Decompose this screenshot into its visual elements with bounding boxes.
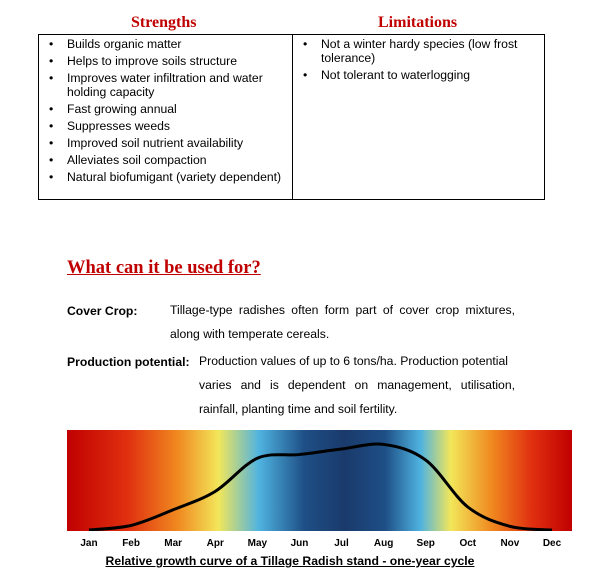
strength-item: • Suppresses weeds	[39, 119, 292, 133]
x-tick-label: Jun	[290, 538, 309, 549]
x-tick-label: Mar	[164, 538, 183, 549]
x-tick-label: Sep	[416, 538, 435, 549]
x-tick-label: Apr	[206, 538, 224, 549]
x-tick-label: Jul	[334, 538, 349, 549]
growth-chart	[67, 430, 572, 531]
strength-item: • Fast growing annual	[39, 102, 292, 116]
strengths-list	[39, 37, 292, 184]
strength-item: • Helps to improve soils structure	[39, 54, 292, 68]
production-text-rest: varies and is dependent on management, utilisation, rainfall, planting time and soil fertility.	[199, 378, 515, 416]
cover-crop-label: Cover Crop:	[67, 304, 138, 318]
strength-item: • Alleviates soil compaction	[39, 153, 292, 167]
cover-crop-text: Tillage-type radishes often form part of cover crop mixtures, along with temperate cereals.	[170, 303, 515, 341]
strengths-limitations-table	[38, 34, 545, 200]
limitations-column	[293, 35, 544, 199]
strength-item: • Improved soil nutrient availability	[39, 136, 292, 150]
production-label: Production potential:	[67, 355, 190, 369]
limitation-item: • Not tolerant to waterlogging	[293, 68, 544, 82]
x-tick-label: May	[247, 538, 268, 549]
usage-title: What can it be used for?	[67, 258, 261, 278]
x-tick-label: Dec	[542, 538, 562, 549]
strength-item: • Natural biofumigant (variety dependent)	[39, 170, 292, 184]
strength-item: • Improves water infiltration and water holding capacity	[39, 71, 292, 99]
x-tick-label: Jan	[80, 538, 98, 549]
limitations-list	[293, 37, 544, 82]
x-tick-label: Feb	[122, 538, 140, 549]
x-tick-label: Nov	[500, 538, 520, 549]
limitation-item: • Not a winter hardy species (low frost tolerance)	[293, 37, 544, 65]
limitations-heading: Limitations	[378, 14, 458, 31]
strength-item: • Builds organic matter	[39, 37, 292, 51]
x-tick-label: Oct	[459, 538, 477, 549]
x-tick-label: Aug	[373, 538, 394, 549]
season-gradient-background	[67, 430, 572, 531]
strengths-heading: Strengths	[131, 14, 197, 31]
strengths-column	[39, 35, 293, 199]
chart-caption: Relative growth curve of a Tillage Radish stand - one-year cycle	[105, 554, 475, 568]
production-text-line1: Production values of up to 6 tons/ha. Production potential	[199, 354, 508, 368]
